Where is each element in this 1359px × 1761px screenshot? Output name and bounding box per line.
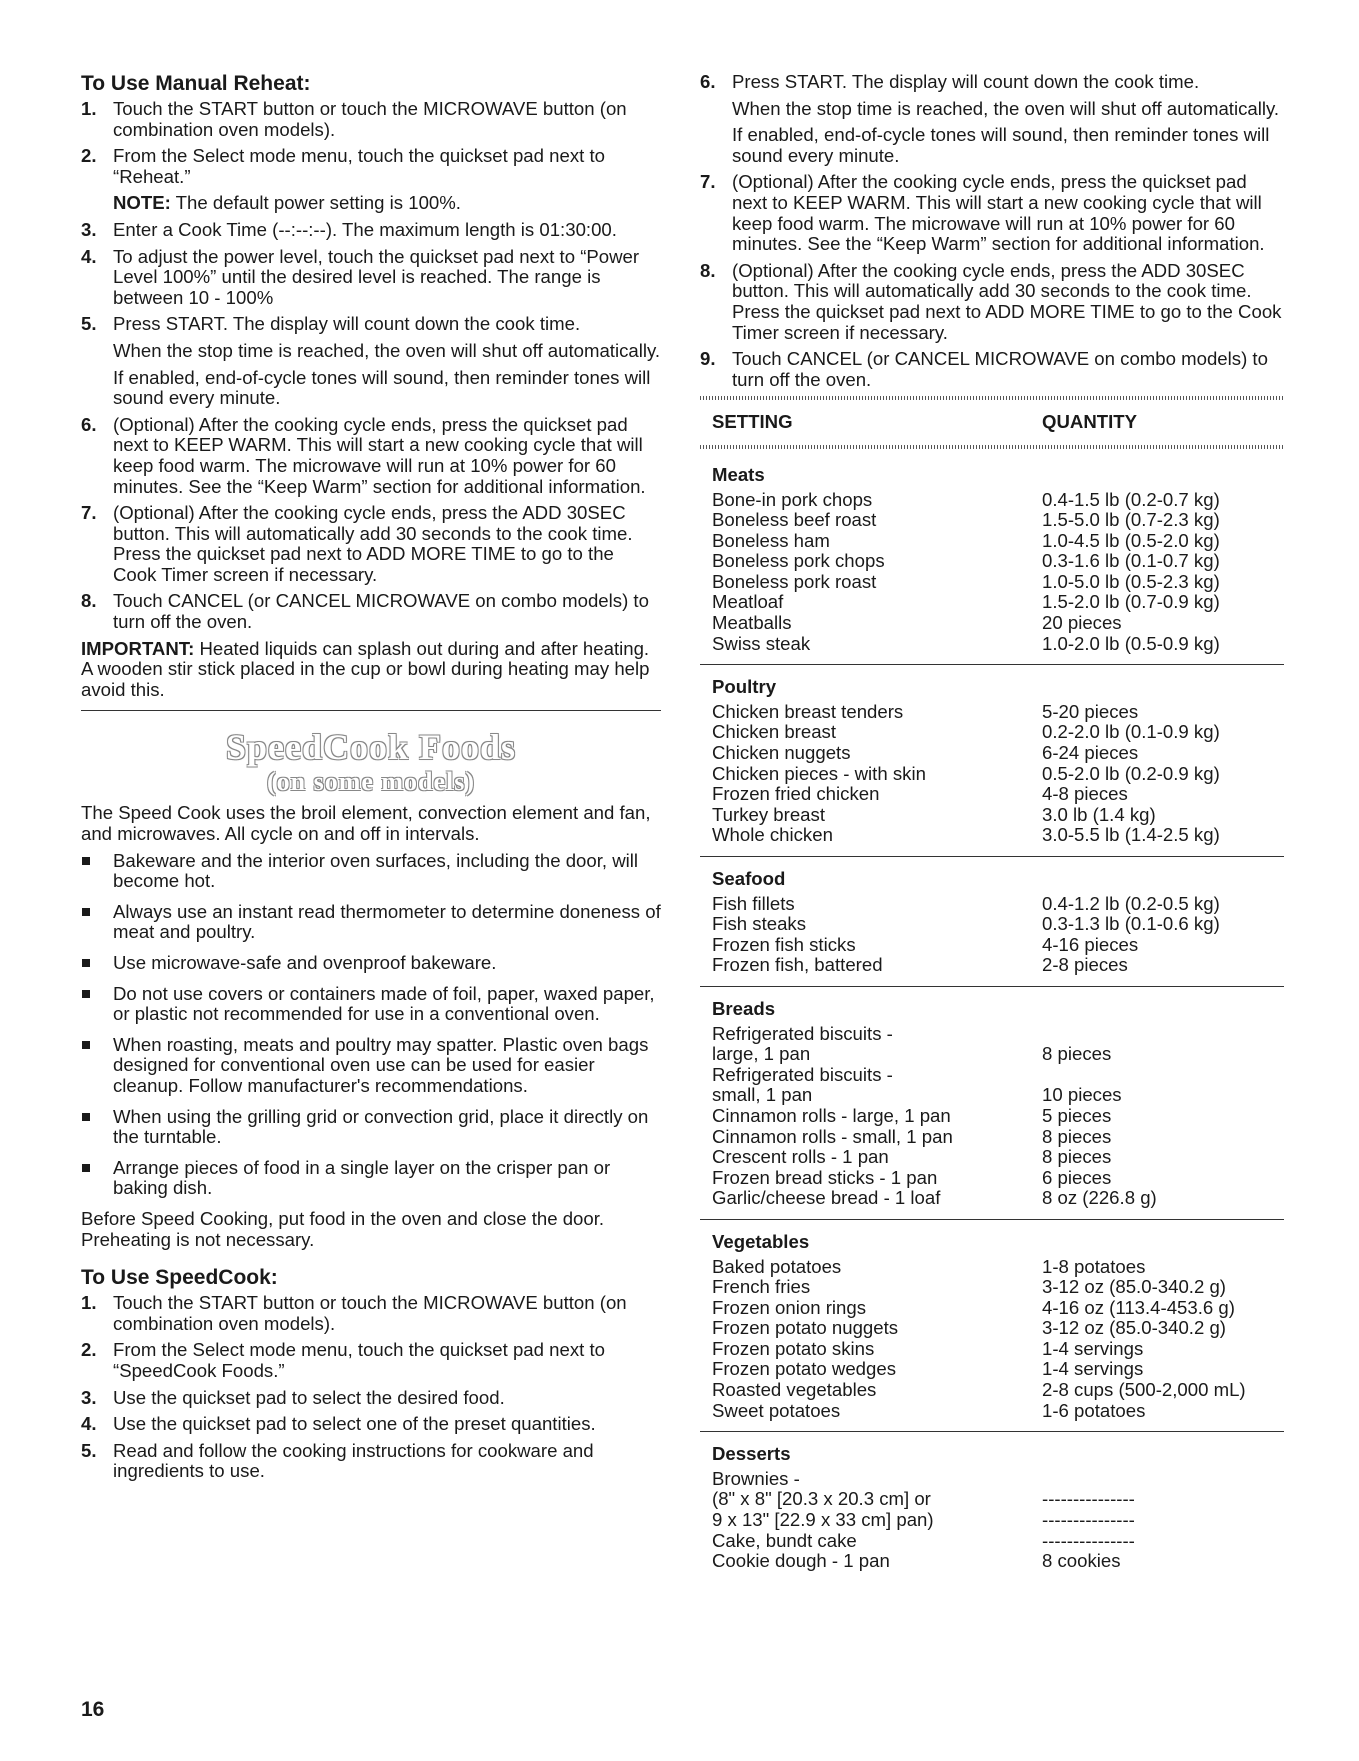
list-item: 3. Use the quickset pad to select the desired food. — [81, 1386, 505, 1408]
speedcook-subtitle: (on some models) — [266, 767, 476, 797]
category-title: Poultry — [712, 676, 777, 698]
table-row — [712, 1147, 1272, 1168]
section-divider — [81, 710, 661, 711]
speedcook-steps — [81, 1293, 661, 1482]
setting-cell: Frozen potato wedges — [712, 1358, 896, 1380]
setting-cell: Turkey breast — [712, 803, 825, 825]
table-row — [712, 1551, 1272, 1572]
table-row — [712, 1298, 1272, 1319]
quantity-cell: 0.2-2.0 lb (0.1-0.9 kg) — [1042, 721, 1220, 743]
table-row — [712, 935, 1272, 956]
quantity-cell: 1.5-2.0 lb (0.7-0.9 kg) — [1042, 591, 1220, 613]
table-row — [712, 1065, 1272, 1086]
table-row — [712, 1510, 1272, 1531]
table-row — [712, 805, 1272, 826]
square-bullet-icon — [82, 1164, 90, 1172]
setting-cell: Boneless pork chops — [712, 550, 885, 572]
speedcook-bullets — [81, 851, 661, 1199]
table-header — [700, 404, 1284, 441]
table-row — [712, 490, 1272, 511]
list-item: 2. From the Select mode menu, touch the quickset pad next to “Reheat.” NOTE: The default power setting is 100%. — [81, 146, 661, 214]
list-item: Always use an instant read thermometer to determine doneness of meat and poultry. — [81, 902, 661, 943]
square-bullet-icon — [82, 908, 90, 916]
table-row — [712, 764, 1272, 785]
quantity-cell: 1.0-5.0 lb (0.5-2.3 kg) — [1042, 570, 1220, 592]
setting-cell: Sweet potatoes — [712, 1399, 841, 1421]
setting-cell: Garlic/cheese bread - 1 loaf — [712, 1187, 941, 1209]
quantity-cell: 5-20 pieces — [1042, 700, 1139, 722]
setting-cell: Cinnamon rolls - small, 1 pan — [712, 1125, 953, 1147]
table-row — [712, 1469, 1272, 1490]
setting-cell: French fries — [712, 1276, 811, 1298]
list-item: 6. (Optional) After the cooking cycle ends, press the quickset pad next to KEEP WARM. This will start a new cooking cycle that will keep food warm. The microwave will run at 10% power for 60 minutes. See the “Keep Warm” section for additional information. — [81, 413, 646, 497]
table-row — [712, 702, 1272, 723]
list-item: 1. Touch the START button or touch the MICROWAVE button (on combination oven models). — [81, 98, 627, 140]
speedcook-before: Before Speed Cooking, put food in the oven and close the door. Preheating is not necessary. — [81, 1207, 605, 1250]
table-row — [712, 1168, 1272, 1189]
setting-cell: Meatballs — [712, 612, 792, 634]
list-item: 8. Touch CANCEL (or CANCEL MICROWAVE on combo models) to turn off the oven. — [81, 590, 649, 633]
setting-cell: Cinnamon rolls - large, 1 pan — [712, 1104, 951, 1126]
quantity-cell: 2-8 pieces — [1042, 954, 1128, 976]
setting-cell: Fish fillets — [712, 892, 795, 914]
table-row — [712, 510, 1272, 531]
list-item: 7. (Optional) After the cooking cycle ends, press the ADD 30SEC button. This will automatically add 30 seconds to the cook time. Press the quickset pad next to ADD MORE TIME to go to the Cook Timer screen if necessary. — [81, 502, 633, 585]
setting-cell: Frozen onion rings — [712, 1296, 866, 1318]
speedcook-steps-continued — [700, 72, 1284, 390]
list-item: When using the grilling grid or convection grid, place it directly on the turntable. — [81, 1107, 661, 1148]
quantity-cell: --------------- — [1042, 1529, 1135, 1551]
category-title: Desserts — [712, 1443, 791, 1465]
manual-reheat-steps — [81, 99, 661, 633]
table-row — [712, 955, 1272, 976]
table-category — [700, 1220, 1284, 1432]
table-row — [712, 1401, 1272, 1422]
quantity-cell: 8 pieces — [1042, 1146, 1112, 1168]
table-row — [712, 1085, 1272, 1106]
setting-cell: Frozen fish sticks — [712, 933, 856, 955]
table-row — [712, 1318, 1272, 1339]
list-item: 2. From the Select mode menu, touch the quickset pad next to “SpeedCook Foods.” — [81, 1339, 605, 1381]
quantity-cell: 6 pieces — [1042, 1166, 1112, 1188]
table-row — [712, 743, 1272, 764]
quantity-cell: 8 oz (226.8 g) — [1042, 1187, 1157, 1209]
table-row — [712, 1188, 1272, 1209]
quantity-cell: 3.0 lb (1.4 kg) — [1042, 803, 1156, 825]
setting-cell: Brownies - — [712, 1467, 800, 1489]
list-item: 8. (Optional) After the cooking cycle ends, press the ADD 30SEC button. This will automatically add 30 seconds to the cook time. Press the quickset pad next to ADD MORE TIME to go to the Cook Timer screen if necessary. — [700, 259, 1282, 343]
quantity-cell: 6-24 pieces — [1042, 742, 1139, 764]
quantity-cell: 1-4 servings — [1042, 1358, 1144, 1380]
quantity-cell: 1.5-5.0 lb (0.7-2.3 kg) — [1042, 509, 1220, 531]
setting-cell: Boneless ham — [712, 529, 830, 551]
table-row — [712, 1044, 1272, 1065]
list-item: Use microwave-safe and ovenproof bakeware. — [81, 953, 661, 974]
square-bullet-icon — [82, 990, 90, 998]
setting-cell: Crescent rolls - 1 pan — [712, 1146, 889, 1168]
quantity-cell: 8 cookies — [1042, 1550, 1121, 1572]
setting-cell: Roasted vegetables — [712, 1379, 877, 1401]
table-row — [712, 1489, 1272, 1510]
setting-cell: Chicken nuggets — [712, 742, 851, 764]
table-row — [712, 1277, 1272, 1298]
setting-cell: large, 1 pan — [712, 1043, 811, 1065]
quantity-cell: 4-8 pieces — [1042, 783, 1128, 805]
quantity-cell: 2-8 cups (500-2,000 mL) — [1042, 1379, 1246, 1401]
setting-cell: Meatloaf — [712, 591, 784, 613]
square-bullet-icon — [82, 1113, 90, 1121]
quantity-cell: 0.3-1.3 lb (0.1-0.6 kg) — [1042, 913, 1220, 935]
quantity-cell: 0.5-2.0 lb (0.2-0.9 kg) — [1042, 762, 1220, 784]
list-item: 5. Press START. The display will count down the cook time. When the stop time is reached, the oven will shut off automatically. If enabled, end-of-cycle tones will sound, then reminder tones will sound every minute. — [81, 313, 661, 409]
quantity-cell: 10 pieces — [1042, 1084, 1122, 1106]
table-row — [712, 551, 1272, 572]
quantity-cell: 5 pieces — [1042, 1104, 1112, 1126]
quantity-cell: 0.3-1.6 lb (0.1-0.7 kg) — [1042, 550, 1220, 572]
quantity-cell — [1042, 1065, 1272, 1086]
category-title: Meats — [712, 463, 765, 485]
table-row — [712, 1359, 1272, 1380]
speedcook-title: SpeedCook Foods — [225, 727, 517, 768]
quantity-cell: 1-8 potatoes — [1042, 1255, 1146, 1277]
list-item: 1. Touch the START button or touch the MICROWAVE button (on combination oven models). — [81, 1292, 627, 1334]
category-title: Vegetables — [712, 1230, 810, 1252]
list-item: 9. Touch CANCEL (or CANCEL MICROWAVE on combo models) to turn off the oven. — [700, 348, 1268, 390]
speedcook-intro: The Speed Cook uses the broil element, convection element and fan, and microwaves. All cycle on and off in intervals. — [81, 802, 651, 845]
table-category — [700, 1432, 1284, 1582]
quantity-cell: 8 pieces — [1042, 1043, 1112, 1065]
list-item: When roasting, meats and poultry may spatter. Plastic oven bags designed for conventional oven use can be used for easier cleanup. Follow manufacturer's recommendations. — [81, 1035, 661, 1097]
square-bullet-icon — [82, 959, 90, 967]
setting-cell: Frozen potato nuggets — [712, 1317, 899, 1339]
list-item: 3. Enter a Cook Time (--:--:--). The maximum length is 01:30:00. — [81, 218, 617, 240]
quantity-cell: 1.0-2.0 lb (0.5-0.9 kg) — [1042, 632, 1220, 654]
table-row — [712, 1531, 1272, 1552]
setting-cell: Swiss steak — [712, 632, 811, 654]
table-row — [712, 592, 1272, 613]
setting-cell: Frozen fish, battered — [712, 954, 883, 976]
column-header-quantity: QUANTITY — [1042, 411, 1138, 433]
setting-cell: Refrigerated biscuits - — [712, 1022, 893, 1044]
table-row — [712, 784, 1272, 805]
setting-cell: Boneless beef roast — [712, 509, 877, 531]
table-top-rule — [700, 396, 1284, 400]
quantity-cell — [1042, 1469, 1272, 1490]
quantity-cell: 0.4-1.5 lb (0.2-0.7 kg) — [1042, 488, 1220, 510]
list-item: 4. To adjust the power level, touch the quickset pad next to “Power Level 100%” until the desired level is reached. The range is between 10 - 100% — [81, 245, 640, 308]
setting-cell: Refrigerated biscuits - — [712, 1063, 893, 1085]
quantity-cell: --------------- — [1042, 1509, 1135, 1531]
table-row — [712, 1106, 1272, 1127]
table-row — [712, 894, 1272, 915]
setting-cell: Cookie dough - 1 pan — [712, 1550, 890, 1572]
setting-cell: Baked potatoes — [712, 1255, 842, 1277]
manual-reheat-heading: To Use Manual Reheat: — [81, 72, 311, 95]
right-column — [700, 72, 1284, 1582]
table-row — [712, 1127, 1272, 1148]
table-row — [712, 613, 1272, 634]
table-row — [712, 531, 1272, 552]
list-item: Bakeware and the interior oven surfaces, including the door, will become hot. — [81, 851, 661, 892]
use-speedcook-heading: To Use SpeedCook: — [81, 1266, 278, 1290]
category-title: Breads — [712, 997, 776, 1019]
table-row — [712, 825, 1272, 846]
setting-cell: Bone-in pork chops — [712, 488, 873, 510]
speedcook-table — [700, 396, 1284, 1582]
page-number: 16 — [81, 1698, 105, 1721]
list-item: Arrange pieces of food in a single layer on the crisper pan or baking dish. — [81, 1158, 661, 1199]
setting-cell: Boneless pork roast — [712, 570, 877, 592]
quantity-cell: 3-12 oz (85.0-340.2 g) — [1042, 1276, 1226, 1298]
table-row — [712, 914, 1272, 935]
quantity-cell: 8 pieces — [1042, 1125, 1112, 1147]
setting-cell: 9 x 13" [22.9 x 33 cm] pan) — [712, 1509, 934, 1531]
table-header-rule — [700, 445, 1284, 449]
list-item: Do not use covers or containers made of foil, paper, waxed paper, or plastic not recommended for use in a conventional oven. — [81, 984, 661, 1025]
important-note: IMPORTANT: Heated liquids can splash out during and after heating. A wooden stir stick placed in the cup or bowl during heating may help avoid this. — [81, 637, 650, 700]
square-bullet-icon — [82, 857, 90, 865]
quantity-cell: 3-12 oz (85.0-340.2 g) — [1042, 1317, 1226, 1339]
table-body — [700, 453, 1284, 1582]
setting-cell: Chicken breast — [712, 721, 837, 743]
quantity-cell: 1-4 servings — [1042, 1337, 1144, 1359]
setting-cell: Fish steaks — [712, 913, 807, 935]
table-row — [712, 1024, 1272, 1045]
setting-cell: Cake, bundt cake — [712, 1529, 857, 1551]
list-item: 4. Use the quickset pad to select one of the preset quantities. — [81, 1413, 596, 1435]
setting-cell: Chicken breast tenders — [712, 700, 904, 722]
left-column — [81, 72, 661, 1488]
quantity-cell: 0.4-1.2 lb (0.2-0.5 kg) — [1042, 892, 1220, 914]
table-category — [700, 453, 1284, 665]
setting-cell: small, 1 pan — [712, 1084, 813, 1106]
quantity-cell: --------------- — [1042, 1488, 1135, 1510]
quantity-cell: 20 pieces — [1042, 612, 1122, 634]
table-category — [700, 665, 1284, 857]
quantity-cell: 1.0-4.5 lb (0.5-2.0 kg) — [1042, 529, 1220, 551]
quantity-cell: 3.0-5.5 lb (1.4-2.5 kg) — [1042, 824, 1220, 846]
setting-cell: Whole chicken — [712, 824, 833, 846]
table-row — [712, 572, 1272, 593]
setting-cell: Frozen potato skins — [712, 1337, 875, 1359]
table-row — [712, 722, 1272, 743]
setting-cell: Frozen fried chicken — [712, 783, 880, 805]
table-row — [712, 1380, 1272, 1401]
list-item: 5. Read and follow the cooking instructions for cookware and ingredients to use. — [81, 1439, 594, 1482]
table-category — [700, 857, 1284, 987]
column-header-setting: SETTING — [712, 411, 793, 433]
setting-cell: Frozen bread sticks - 1 pan — [712, 1166, 938, 1188]
table-category — [700, 987, 1284, 1220]
table-row — [712, 634, 1272, 655]
quantity-cell: 4-16 pieces — [1042, 933, 1139, 955]
note: NOTE: The default power setting is 100%. — [113, 192, 461, 214]
quantity-cell — [1042, 1024, 1272, 1045]
quantity-cell: 1-6 potatoes — [1042, 1399, 1146, 1421]
category-title: Seafood — [712, 868, 786, 889]
setting-cell: Chicken pieces - with skin — [712, 762, 926, 784]
list-item: 6. Press START. The display will count down the cook time. When the stop time is reached, the oven will shut off automatically. If enabled, end-of-cycle tones will sound, then reminder tones will sound every minute. — [700, 71, 1280, 166]
square-bullet-icon — [82, 1041, 90, 1049]
list-item: 7. (Optional) After the cooking cycle ends, press the quickset pad next to KEEP WARM. This will start a new cooking cycle that will keep food warm. The microwave will run at 10% power for 60 minutes. See the “Keep Warm” section for additional information. — [700, 171, 1265, 255]
quantity-cell: 4-16 oz (113.4-453.6 g) — [1042, 1296, 1235, 1318]
table-row — [712, 1257, 1272, 1278]
table-row — [712, 1339, 1272, 1360]
setting-cell: (8" x 8" [20.3 x 20.3 cm] or — [712, 1488, 931, 1510]
